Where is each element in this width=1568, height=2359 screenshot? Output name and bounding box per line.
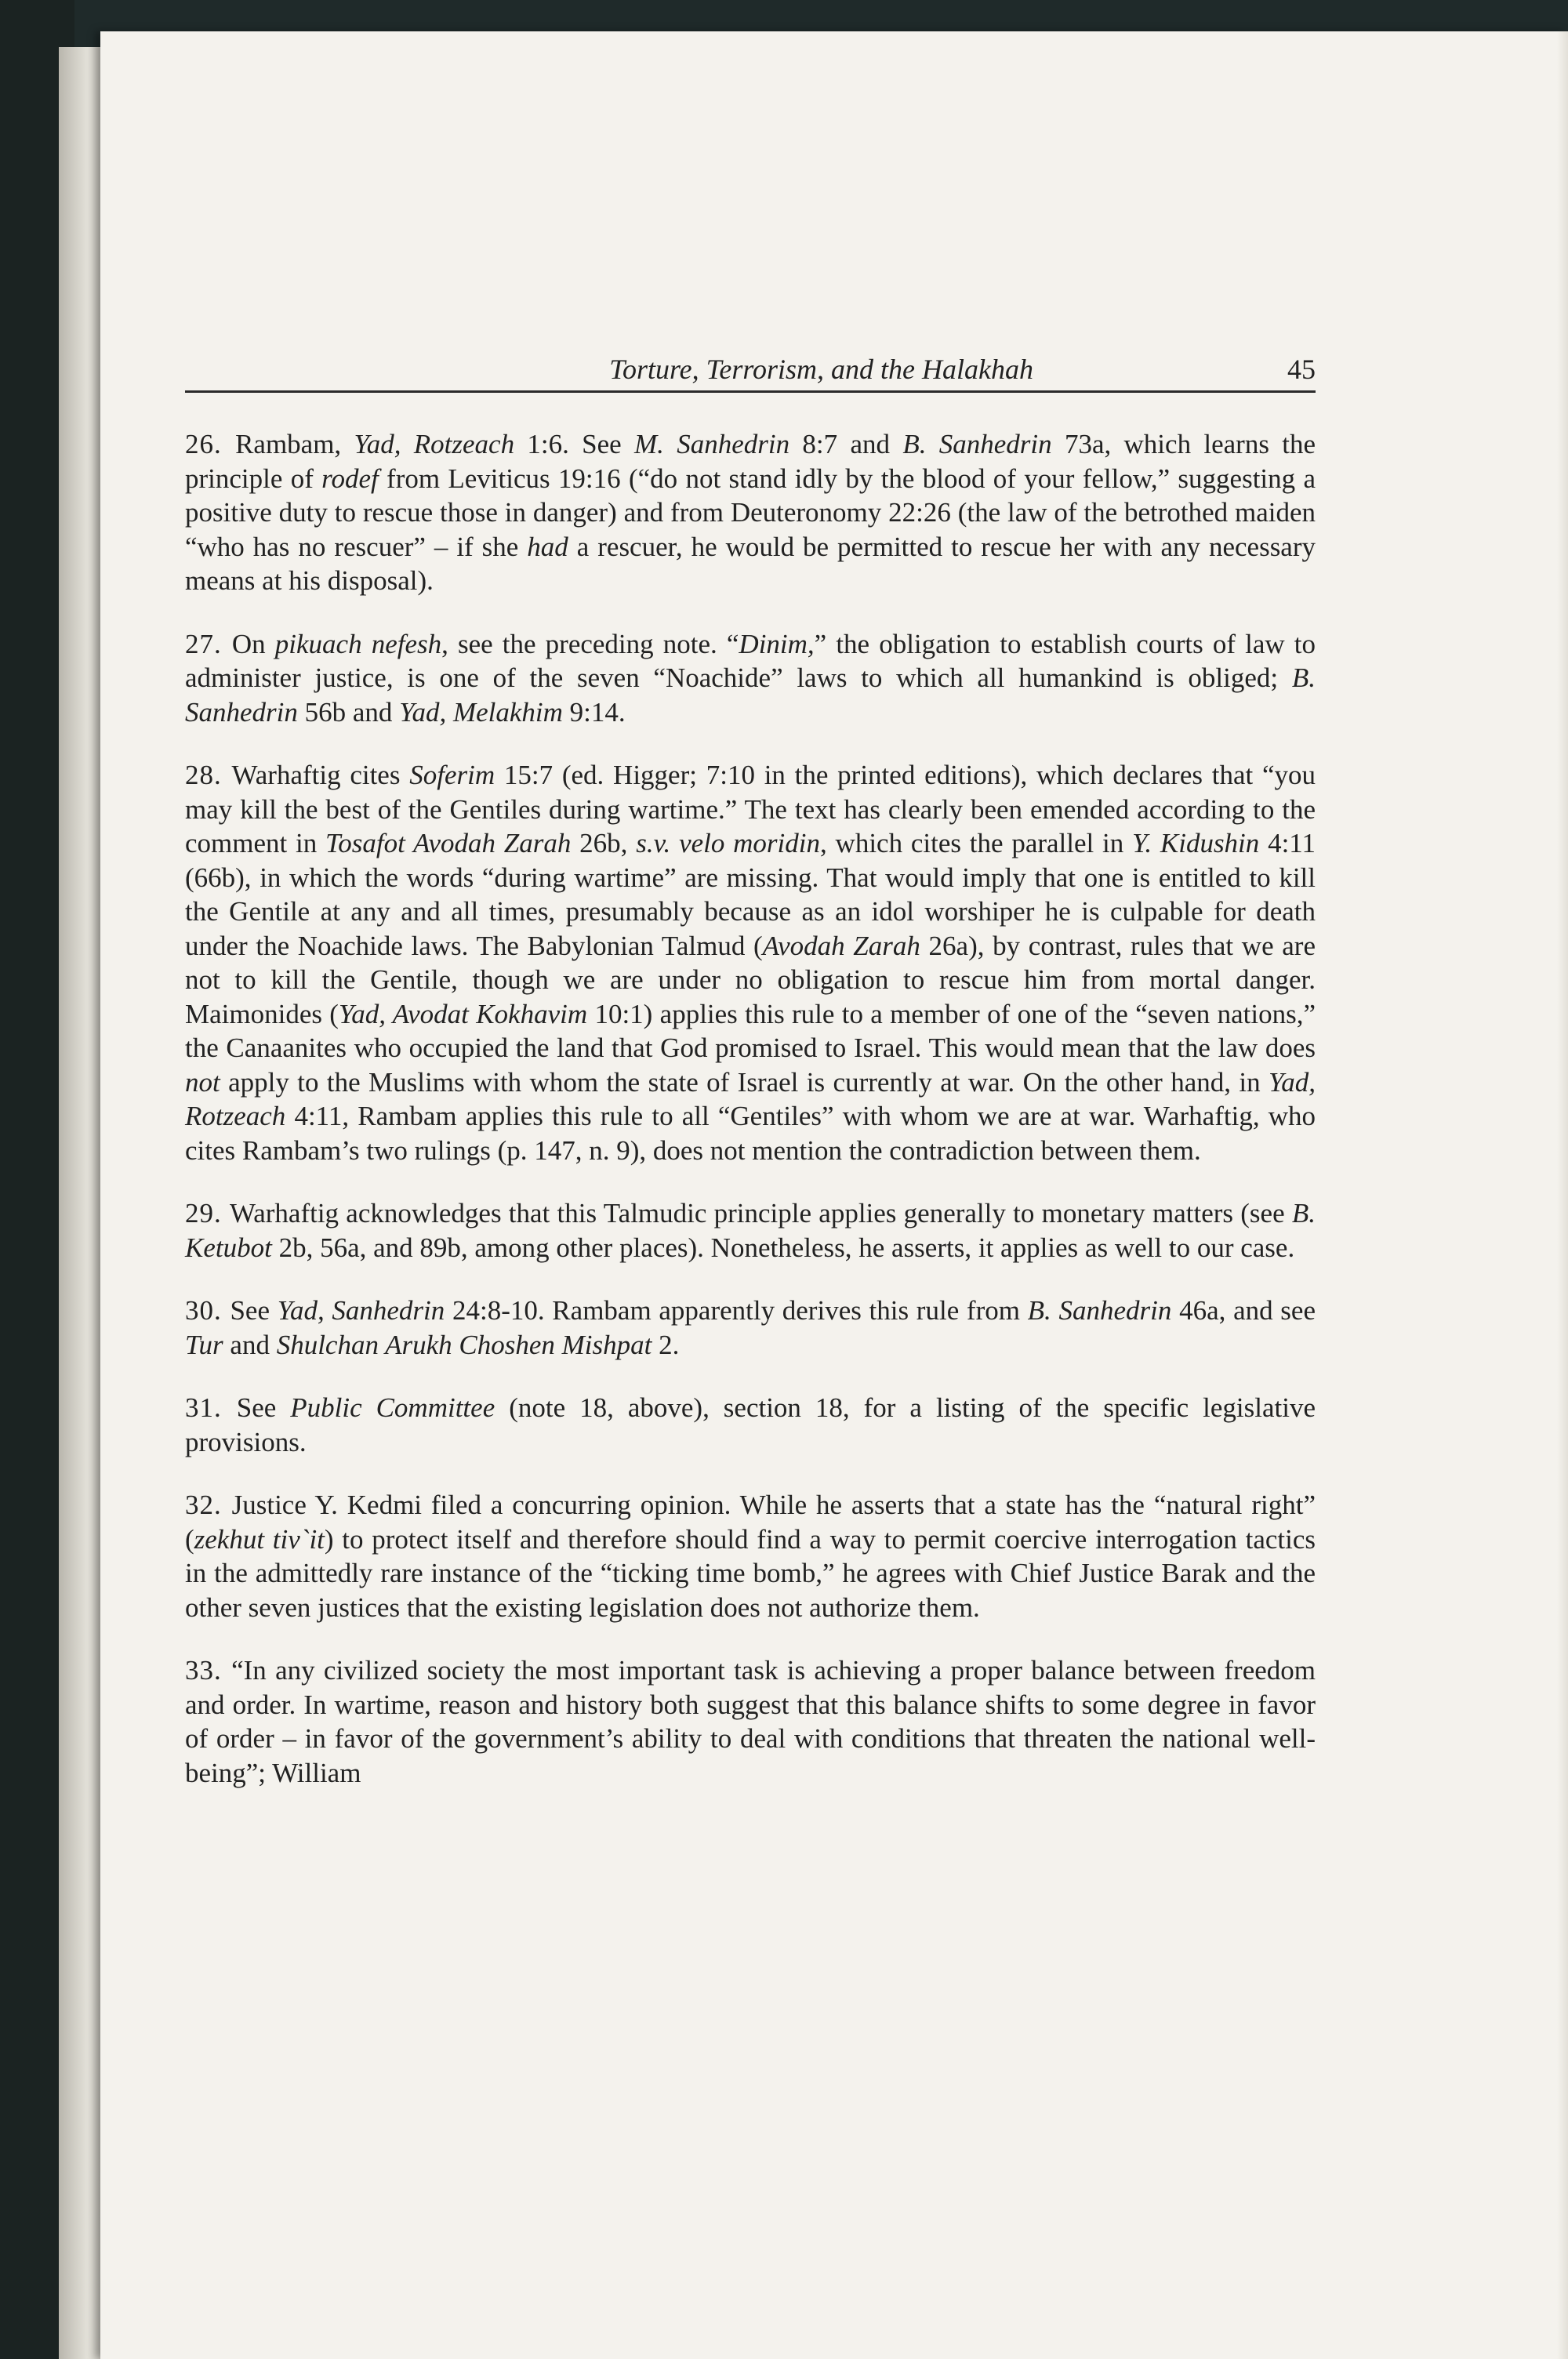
endnote-text: apply to the Muslims with whom the state of Israel is currently at war. On the other hand, in xyxy=(220,1066,1269,1098)
running-title: Torture, Terrorism, and the Halakhah xyxy=(609,354,1033,385)
endnote-text: 15:7 (ed. Higger; 7:10 in the printed editions), which declares that “you may kill the best of the Gentiles during wartime.” The text has clearly been emended according to the comment in xyxy=(185,760,1316,858)
running-header xyxy=(185,353,1316,393)
italic-text: Tosafot Avodah Zarah xyxy=(325,828,572,858)
italic-text: B. Ketubot xyxy=(185,1198,1316,1263)
endnote-text: On xyxy=(231,628,275,659)
endnote-text: , which cites the parallel in xyxy=(820,828,1133,858)
italic-text: Tur xyxy=(185,1329,223,1360)
endnote-text: Justice Y. Kedmi filed a concurring opinion. While he asserts that a state has the “natural right” ( xyxy=(185,1490,1316,1555)
endnote xyxy=(185,1294,1316,1362)
endnote xyxy=(185,1488,1316,1624)
italic-text: Shulchan Arukh Choshen Mishpat xyxy=(276,1329,652,1360)
italic-text: zekhut tiv`it xyxy=(194,1523,325,1555)
italic-text: B. Sanhedrin xyxy=(902,429,1052,459)
endnote-number: 29. xyxy=(185,1198,230,1228)
endnotes xyxy=(185,427,1316,1819)
endnote-text: 73a, which learns the principle of xyxy=(185,429,1316,494)
endnote xyxy=(185,1653,1316,1790)
italic-text: not xyxy=(185,1066,220,1098)
endnote-text: 26b, xyxy=(571,828,637,858)
italic-text: M. Sanhedrin xyxy=(634,429,790,459)
italic-text: rodef xyxy=(321,463,379,494)
endnote xyxy=(185,758,1316,1167)
italic-text: had xyxy=(527,531,568,562)
endnote-text: and xyxy=(223,1329,277,1360)
italic-text: s.v. velo moridin xyxy=(636,828,820,858)
endnote-text: 4:11, Rambam applies this rule to all “Gentiles” with whom we are at war. Warhaftig, who cites Rambam’s two rulings (p. 147, n. 9), does not mention the contradiction between them. xyxy=(185,1101,1316,1166)
endnote-text: (note 18, above), section 18, for a listing of the specific legislative provisions. xyxy=(185,1392,1316,1457)
endnote-number: 27. xyxy=(185,628,232,659)
italic-text: Yad, Rotzeach xyxy=(354,429,515,459)
endnote-text: Rambam, xyxy=(235,429,354,459)
endnote-text: 4:11 (66b), in which the words “during wartime” are missing. That would imply that one is entitled to kill the Gentile at any and all times, presumably because as an idol worshiper he is culpable for death under the Noachide laws. The Babylonian Talmud ( xyxy=(185,828,1316,961)
endnote xyxy=(185,1196,1316,1265)
endnote xyxy=(185,627,1316,730)
italic-text: B. Sanhedrin xyxy=(1027,1295,1172,1326)
endnote-text: ) to protect itself and therefore should find a way to permit coercive interrogation tactics in the admittedly rare instance of the “ticking time bomb,” he agrees with Chief Justice Barak and the other seven justices that the existing legislation does not authorize them. xyxy=(185,1523,1316,1623)
endnote-number: 30. xyxy=(185,1295,230,1326)
endnote-text: Warhaftig acknowledges that this Talmudic principle applies generally to monetary matters (see xyxy=(230,1198,1292,1228)
previous-page-edge xyxy=(59,47,106,2359)
endnote-number: 32. xyxy=(185,1490,232,1520)
endnote-text: “In any civilized society the most important task is achieving a proper balance between freedom and order. In wartime, reason and history both suggest that this balance shifts to some degree in favor of order – in favor of the government’s ability to deal with conditions that threaten the national well-being”; William xyxy=(185,1655,1316,1788)
italic-text: Yad, Melakhim xyxy=(399,696,563,728)
italic-text: Yad, Avodat Kokhavim xyxy=(338,998,588,1029)
endnote-text: 2. xyxy=(652,1329,680,1360)
italic-text: Avodah Zarah xyxy=(762,930,920,961)
italic-text: Dinim, xyxy=(739,628,815,659)
italic-text: Public Committee xyxy=(290,1392,495,1423)
endnote-text: 1:6. See xyxy=(514,429,635,459)
endnote-text: 56b and xyxy=(297,696,400,728)
italic-text: Soferim xyxy=(409,760,495,790)
endnote-text: ” the obligation to establish courts of law to administer justice, is one of the seven “Noachide” laws to which all humankind is obliged; xyxy=(185,628,1316,693)
endnote-text: a rescuer, he would be permitted to rescue her with any necessary means at his disposal). xyxy=(185,531,1316,596)
endnote xyxy=(185,427,1316,598)
italic-text: Yad, Sanhedrin xyxy=(277,1295,445,1326)
endnote-text: 8:7 and xyxy=(789,429,903,459)
italic-text: Yad, Rotzeach xyxy=(185,1066,1316,1131)
endnote-text: 26a), by contrast, rules that we are not to kill the Gentile, though we are under no obligation to rescue him from mortal danger. Maimonides ( xyxy=(185,930,1316,1029)
endnote-text: Warhaftig cites xyxy=(231,760,410,790)
endnote xyxy=(185,1391,1316,1459)
page-edge xyxy=(1557,31,1568,2359)
endnote-text: 10:1) applies this rule to a member of one of the “seven nations,” the Canaanites who occupied the land that God promised to Israel. This would mean that the law does xyxy=(185,998,1316,1063)
endnote-number: 31. xyxy=(185,1392,237,1423)
endnote-text: See xyxy=(230,1295,278,1326)
endnote-text: 2b, 56a, and 89b, among other places). Nonetheless, he asserts, it applies as well to our case. xyxy=(271,1232,1295,1263)
endnote-text: , see the preceding note. “ xyxy=(441,628,739,659)
endnote-text: 9:14. xyxy=(562,696,626,728)
endnote-number: 28. xyxy=(185,760,232,790)
endnote-number: 33. xyxy=(185,1655,232,1686)
endnote-text: See xyxy=(236,1392,291,1423)
italic-text: Y. Kidushin xyxy=(1132,828,1260,858)
endnote-text: from Leviticus 19:16 (“do not stand idly by the blood of your fellow,” suggesting a positive duty to rescue those in danger) and from Deuteronomy 22:26 (the law of the betrothed maiden “who has no rescuer” – if she xyxy=(185,463,1316,562)
book-page xyxy=(100,31,1568,2359)
italic-text: pikuach nefesh xyxy=(274,628,442,659)
endnote-text: 24:8-10. Rambam apparently derives this rule from xyxy=(445,1295,1028,1326)
page-number: 45 xyxy=(1287,354,1316,385)
endnote-number: 26. xyxy=(185,429,236,459)
endnote-text: 46a, and see xyxy=(1171,1295,1316,1326)
italic-text: B. Sanhedrin xyxy=(185,662,1316,728)
